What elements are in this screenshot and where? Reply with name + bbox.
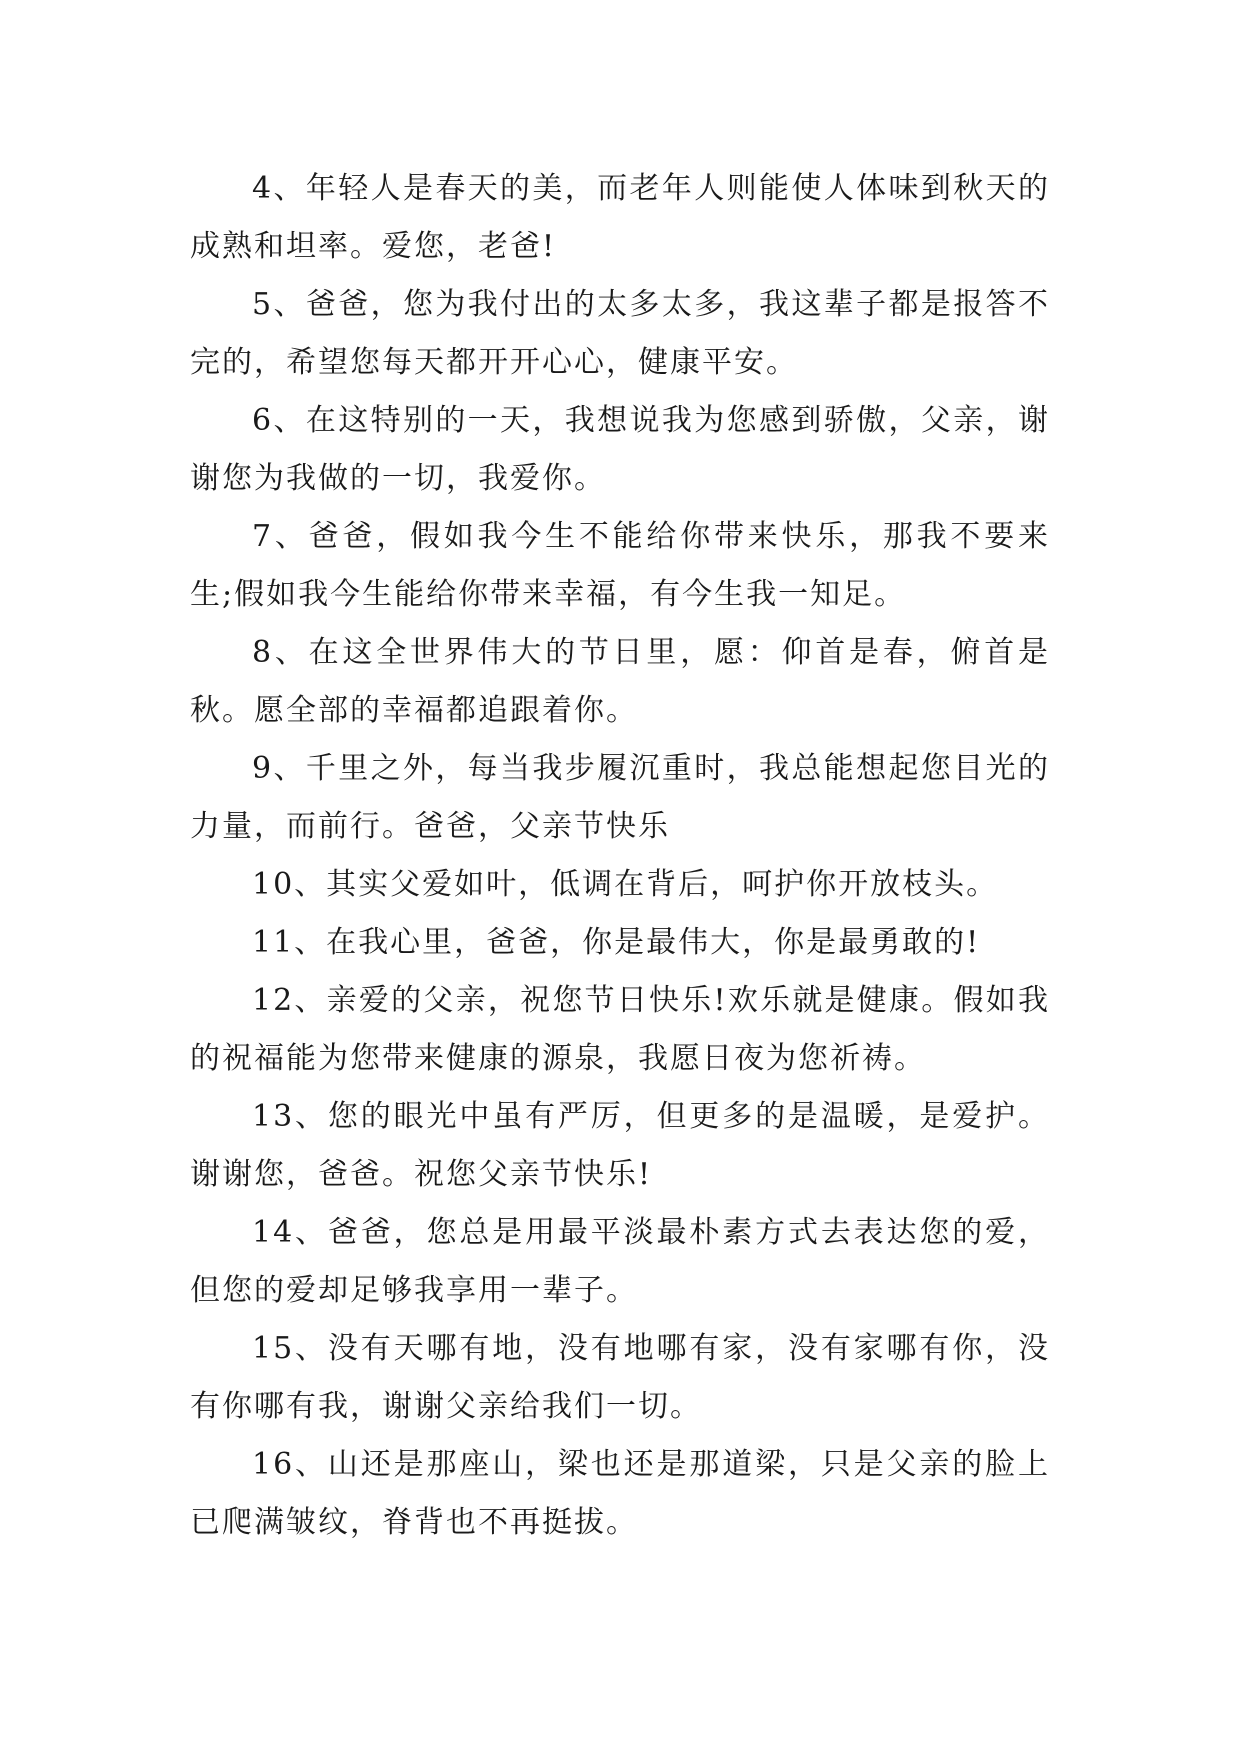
paragraph-15: 15、没有天哪有地，没有地哪有家，没有家哪有你，没有你哪有我，谢谢父亲给我们一切。 bbox=[190, 1331, 1050, 1424]
paragraph-12: 12、亲爱的父亲，祝您节日快乐!欢乐就是健康。假如我的祝福能为您带来健康的源泉，我愿日夜为您祈祷。 bbox=[190, 983, 1050, 1076]
paragraph-7: 7、爸爸，假如我今生不能给你带来快乐，那我不要来生;假如我今生能给你带来幸福，有今生我一知足。 bbox=[190, 519, 1050, 612]
paragraph-6: 6、在这特别的一天，我想说我为您感到骄傲，父亲，谢谢您为我做的一切，我爱你。 bbox=[190, 403, 1050, 496]
paragraph-13: 13、您的眼光中虽有严厉，但更多的是温暖，是爱护。谢谢您，爸爸。祝您父亲节快乐! bbox=[190, 1099, 1050, 1192]
document-body bbox=[190, 160, 1050, 1552]
paragraph-11: 11、在我心里，爸爸，你是最伟大，你是最勇敢的! bbox=[252, 925, 981, 960]
paragraph-14: 14、爸爸，您总是用最平淡最朴素方式去表达您的爱，但您的爱却足够我享用一辈子。 bbox=[190, 1215, 1050, 1308]
paragraph-16: 16、山还是那座山，梁也还是那道梁，只是父亲的脸上已爬满皱纹，脊背也不再挺拔。 bbox=[190, 1447, 1050, 1540]
paragraph-9: 9、千里之外，每当我步履沉重时，我总能想起您目光的力量，而前行。爸爸，父亲节快乐 bbox=[190, 751, 1050, 844]
paragraph-4: 4、年轻人是春天的美，而老年人则能使人体味到秋天的成熟和坦率。爱您，老爸! bbox=[190, 171, 1050, 264]
paragraph-5: 5、爸爸，您为我付出的太多太多，我这辈子都是报答不完的，希望您每天都开开心心，健康平安。 bbox=[190, 287, 1050, 380]
paragraph-10: 10、其实父爱如叶，低调在背后，呵护你开放枝头。 bbox=[252, 867, 999, 902]
paragraph-8: 8、在这全世界伟大的节日里，愿：仰首是春，俯首是秋。愿全部的幸福都追跟着你。 bbox=[190, 635, 1050, 728]
